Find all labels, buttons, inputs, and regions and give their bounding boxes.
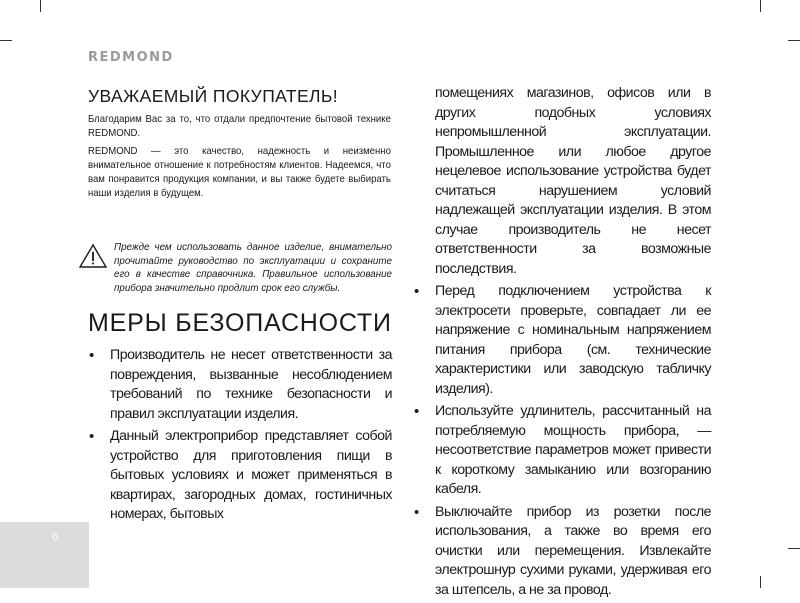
brand-logo: REDMOND [88,50,174,65]
safety-item: • Используйте удлинитель, рассчитанный на потребляемую мощность прибора, — несоответствие параметров может привести к короткому замыканию или возгоранию кабеля. [413,402,711,500]
safety-list-left [88,346,392,525]
safety-list-right [413,282,711,600]
crop-mark [788,548,800,549]
intro-paragraph: REDMOND — это качество, надежность и неизменно внимательное отношение к потребностям клиентов. Надеемся, что вам понравится продукция компании, и вы также будете выбирать наши изделия в будущем. [88,146,391,199]
intro-text [88,113,392,201]
safety-item: • Данный электроприбор представляет собой устройство для приготовления пищи в бытовых условиях и может применяться в квартирах, загородных домах, гостиничных номерах, бытовых [88,427,392,525]
crop-mark [788,40,800,41]
greeting-title: УВАЖАЕМЫЙ ПОКУПАТЕЛЬ! [88,86,339,106]
crop-mark [40,0,41,12]
crop-mark [0,40,12,41]
safety-item: • Перед подключением устройства к электросети проверьте, совпадает ли ее напряжение с номинальным напряжением питания прибора (см. технические характеристики или заводскую табличку изделия). [413,282,711,399]
safety-item-continuation: помещениях магазинов, офисов или в других подобных условиях непромышленной эксплуатации. Промышленное или любое другое нецелевое использование устройства будет считаться нарушением условий надлежащей эксплуатации изделия. В этом случае производитель не несет ответственности за возможные последствия. [435,85,711,277]
intro-paragraph: Благодарим Вас за то, что отдали предпочтение бытовой технике REDMOND. [88,114,391,139]
warning-text: Прежде чем использовать данное изделие, внимательно прочитайте руководство по эксплуатации и сохраните его в качестве справочника. Правильное использование прибора значительно продлит срок его службы. [114,242,392,294]
crop-mark [760,576,761,588]
page-number: 6 [52,531,59,543]
warning-triangle-icon [78,243,108,269]
crop-mark [760,0,761,12]
right-column [413,84,711,603]
safety-item: • Выключайте прибор из розетки после использования, а также во время его очистки или перемещения. Извлекайте электрошнур сухими руками, удерживая его за штепсель, а не за провод. [413,503,711,601]
safety-title: МЕРЫ БЕЗОПАСНОСТИ [88,309,392,337]
safety-item: • Производитель не несет ответственности за повреждения, вызванные несоблюдением требований по технике безопасности и правил эксплуатации изделия. [88,346,392,424]
page-footer-box [0,522,89,588]
warning-note [88,241,392,301]
left-column [88,86,392,528]
